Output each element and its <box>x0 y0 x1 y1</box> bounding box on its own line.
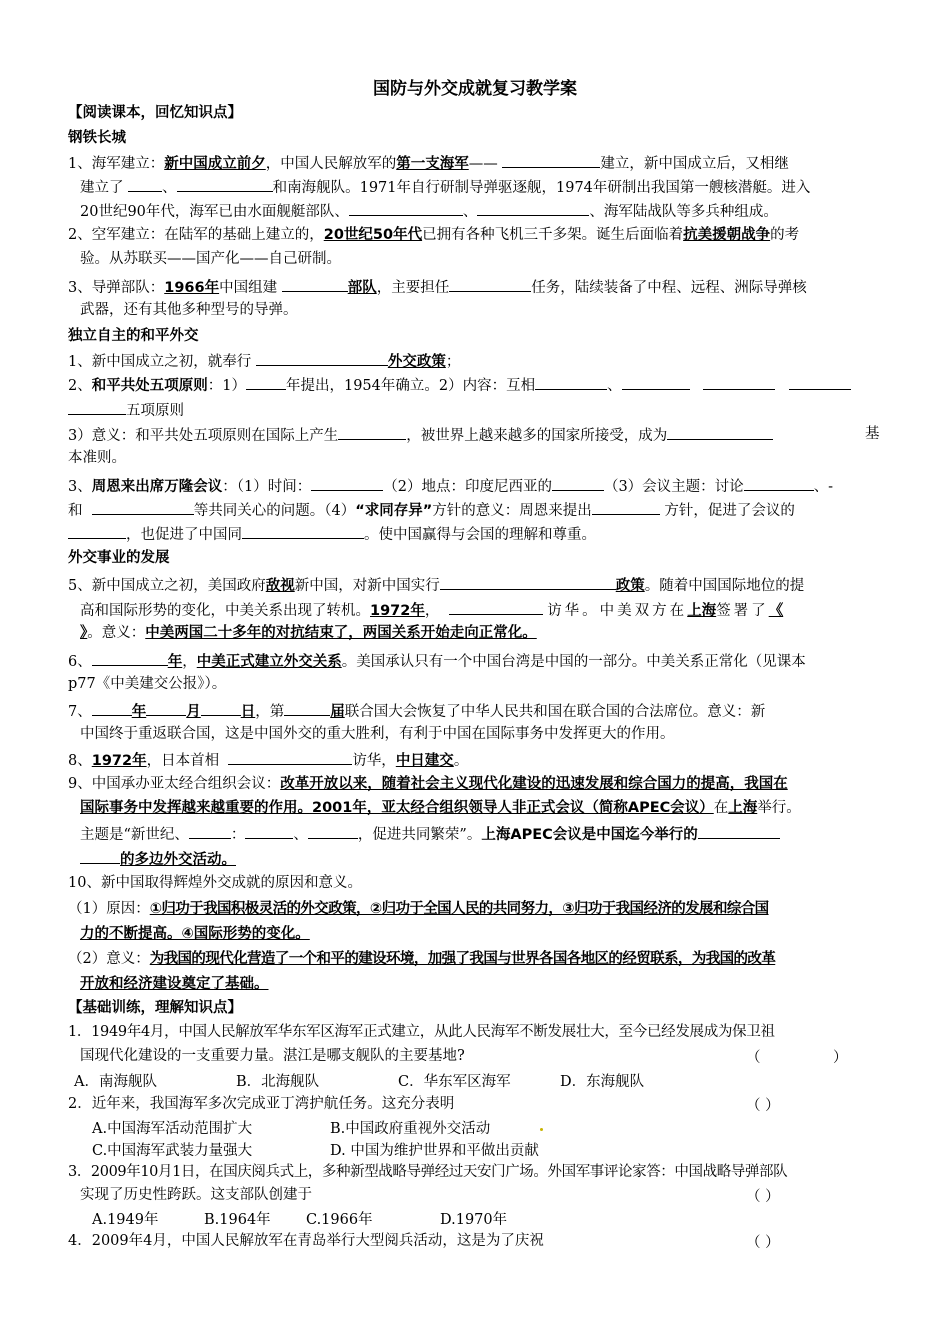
blank[interactable] <box>68 399 126 415</box>
text: 等共同关心的问题。（4） <box>193 503 356 519</box>
text: ，促进共同繁荣”。 <box>357 827 482 843</box>
text: ，也促进了中国同 <box>126 527 242 543</box>
text: ①归功于我国积极灵活的外交政策，②归功于全国人民的共同努力，③归功于我国经济的发展和综合国 <box>149 901 769 917</box>
text: 5、新中国成立之初，美国政府 <box>68 578 266 594</box>
blank[interactable] <box>92 650 168 666</box>
blank[interactable] <box>92 700 132 716</box>
text: 3）意义：和平共处五项原则在国际上产生 <box>68 428 339 444</box>
text: ； <box>445 354 461 370</box>
text: 2、空军建立：在陆军的基础上建立的， <box>68 227 324 243</box>
q1-answer-paren[interactable]: （ ） <box>746 1050 848 1066</box>
text: ：1） <box>207 378 246 394</box>
text: 。意义： <box>87 625 146 641</box>
text: 上海APEC会议是中国迄今举行的 <box>481 827 698 843</box>
text: 中美两国二十多年的对抗结束了，两国关系开始走向正常化。 <box>145 625 537 641</box>
text: 访华。中美双方在 <box>547 603 688 619</box>
q7-line-2: 中国终于重返联合国，这是中国外交的重大胜利，有利于中国在国际事务中发挥更大的作用。 <box>80 726 675 742</box>
text: 、- <box>813 479 834 495</box>
text: （1）原因： <box>68 901 150 917</box>
text: 、海军陆战队等多兵种组成。 <box>589 204 778 220</box>
q9-line-4 <box>80 848 900 871</box>
text: 为我国的现代化营造了一个和平的建设环境，加强了我国与世界各国各地区的经贸联系，为我国的改革 <box>149 951 776 967</box>
blank[interactable] <box>311 475 383 491</box>
page-title: 国防与外交成就复习教学案 <box>373 79 577 99</box>
blank[interactable] <box>92 499 194 515</box>
text: 、 <box>293 827 308 843</box>
text: ，日本首相 <box>146 753 220 769</box>
blank[interactable] <box>338 424 406 440</box>
text: （2）意义： <box>68 951 150 967</box>
text: 抗美援朝战争 <box>683 227 771 243</box>
airforce-line-1 <box>68 225 888 246</box>
navy-line-2 <box>80 176 900 199</box>
blank[interactable] <box>440 574 616 590</box>
text: 和南海舰队。1971年自行研制导弹驱逐舰，1974年研制出我国第一艘核潜艇。进入 <box>272 180 811 196</box>
bandung-line-2 <box>68 499 888 522</box>
reason-line-2 <box>80 924 900 945</box>
text: 上海 <box>728 800 758 816</box>
text: 建立了 <box>80 180 124 196</box>
text: 政策 <box>615 578 645 594</box>
blank[interactable] <box>308 823 358 839</box>
text: 部队 <box>347 280 377 296</box>
blank[interactable] <box>242 523 364 539</box>
text: ，被世界上越来越多的国家所接受，成为 <box>406 428 668 444</box>
blank[interactable] <box>177 176 273 192</box>
q8-line <box>68 749 888 772</box>
text: 上海 <box>687 603 717 619</box>
text: 中美正式建立外交关系 <box>196 654 342 670</box>
text: ， <box>182 654 197 670</box>
blank[interactable] <box>201 700 241 716</box>
text: ，主要担任 <box>376 280 450 296</box>
q9-line-1 <box>68 774 888 795</box>
blank[interactable] <box>189 823 231 839</box>
q10-line: 10、新中国取得辉煌外交成就的原因和意义。 <box>68 875 362 891</box>
text: 1、新中国成立之初，就奉行 <box>68 354 252 370</box>
blank[interactable] <box>703 374 775 390</box>
text: 新中国成立前夕 <box>164 156 266 172</box>
blank[interactable] <box>349 200 463 216</box>
text: 新中国，对新中国实行 <box>294 578 440 594</box>
text: 周恩来出席万隆会议 <box>91 479 223 495</box>
text: 已拥有各种飞机三千多架。诞生后面临着 <box>422 227 684 243</box>
text: 基 <box>865 426 880 442</box>
blank[interactable] <box>256 350 388 366</box>
blank[interactable] <box>552 475 604 491</box>
text: 第一支海军 <box>396 156 469 172</box>
text: 1972年 <box>370 603 425 619</box>
text: ：（1）时间： <box>222 479 312 495</box>
q6-line-1 <box>68 650 888 673</box>
meaning-line-2 <box>80 974 900 995</box>
blank[interactable] <box>282 276 348 292</box>
text: 年 <box>167 654 183 670</box>
section-read: 【阅读课本，回忆知识点】 <box>68 105 242 121</box>
meaning-line-1 <box>68 949 888 970</box>
blank[interactable] <box>502 152 600 168</box>
text: 方针的意义：周恩来提出 <box>432 503 592 519</box>
navy-line-3 <box>80 200 900 223</box>
text: 。 <box>453 753 469 769</box>
blank[interactable] <box>622 374 690 390</box>
blank[interactable] <box>128 176 162 192</box>
q9-line-3 <box>80 823 900 846</box>
text: 》 <box>80 625 88 641</box>
text: 五项原则 <box>126 403 184 419</box>
blank[interactable] <box>698 823 780 839</box>
q2-option-a[interactable]: A.中国海军活动范围扩大 <box>92 1121 253 1137</box>
text: 9、中国承办亚太经合组织会议： <box>68 776 281 792</box>
text: 签署了 <box>716 603 769 619</box>
blank[interactable] <box>68 523 126 539</box>
q2-option-b[interactable]: B.中国政府重视外交活动 <box>330 1121 491 1137</box>
q1-stem-1: 1．1949年4月，中国人民解放军华东军区海军正式建立，从此人民海军不断发展壮大，至今已经发展成为保卫祖 <box>68 1024 775 1040</box>
section-diplomacy-development: 外交事业的发展 <box>68 550 170 566</box>
text: 6、 <box>68 654 92 670</box>
text: 年提出，1954年确立。2）内容：互相 <box>285 378 536 394</box>
text: 届 <box>330 704 345 720</box>
q3-stem-1: 3．2009年10月1日，在国庆阅兵式上，多种新型战略导弹经过天安门广场。外国军事评论家答：中国战略导弹部队 <box>68 1164 788 1180</box>
q9-line-2 <box>80 798 900 819</box>
text: —— <box>468 156 498 172</box>
peace-line-3 <box>68 399 888 422</box>
blank[interactable] <box>667 424 773 440</box>
blank[interactable] <box>80 848 120 864</box>
text: 1966年 <box>164 280 220 296</box>
q5-line-2 <box>80 599 900 622</box>
text: ： <box>230 827 246 843</box>
text: 开放和经济建设奠定了基础。 <box>80 976 269 992</box>
q3-stem-2: 实现了历史性跨跃。这支部队创建于 <box>80 1187 312 1203</box>
q2-answer-paren[interactable]: （ ） <box>746 1098 780 1114</box>
blank[interactable] <box>477 200 589 216</box>
text: （3）会议主题：讨论 <box>603 479 744 495</box>
bandung-line-1 <box>68 475 888 498</box>
text: 20世纪50年代 <box>323 227 423 243</box>
text: 3、 <box>68 479 92 495</box>
missile-line-1 <box>68 276 888 299</box>
text: 和平共处五项原则 <box>91 378 208 394</box>
q6-line-2: p77《中美建交公报》）。 <box>68 676 227 692</box>
q2-option-d[interactable]: D. 中国为维护世界和平做出贡献 <box>330 1143 539 1159</box>
text: 3、导弹部队： <box>68 280 165 296</box>
q7-line-1 <box>68 700 888 723</box>
airforce-line-2: 验。从苏联买——国产化——自己研制。 <box>80 251 341 267</box>
text: 。随着中国国际地位的提 <box>644 578 805 594</box>
text: 、 <box>162 180 177 196</box>
text: 年 <box>131 704 147 720</box>
blank[interactable] <box>245 823 293 839</box>
q3-option-b[interactable]: B.1964年 <box>204 1212 271 1228</box>
text: “求同存异” <box>355 503 433 519</box>
text: 主题是“新世纪、 <box>80 827 189 843</box>
text: ， <box>424 603 440 619</box>
bandung-line-3 <box>68 523 888 546</box>
text: ，第 <box>255 704 285 720</box>
text: 方针，促进了会议的 <box>664 503 795 519</box>
text: 任务，陆续装备了中程、远程、洲际导弹核 <box>531 280 807 296</box>
text: 1、海军建立： <box>68 156 165 172</box>
text: 中日建交 <box>395 753 454 769</box>
text: 。使中国赢得与会国的理解和尊重。 <box>364 527 596 543</box>
blank[interactable] <box>744 475 814 491</box>
blank[interactable] <box>284 700 330 716</box>
text: 敌视 <box>265 578 295 594</box>
q3-option-d[interactable]: D.1970年 <box>440 1212 508 1228</box>
text: 建立，新中国成立后，又相继 <box>600 156 789 172</box>
q2-stem: 2．近年来，我国海军多次完成亚丁湾护航任务。这充分表明 <box>68 1096 455 1112</box>
peace-line-2 <box>68 374 888 397</box>
section-steel-wall: 钢铁长城 <box>68 130 126 146</box>
text: 月 <box>186 704 201 720</box>
q1-option-b[interactable]: B．北海舰队 <box>236 1074 320 1090</box>
text: 国际事务中发挥越来越重要的作用。2001年，亚太经合组织领导人非正式会议（简称APEC会议） <box>80 800 714 816</box>
text: 中国组建 <box>219 280 278 296</box>
text: 8、 <box>68 753 92 769</box>
blank[interactable] <box>449 599 543 615</box>
text: 。美国承认只有一个中国台湾是中国的一部分。中美关系正常化（见课本 <box>341 654 806 670</box>
text: 在 <box>713 800 729 816</box>
q5-line-3 <box>80 623 900 644</box>
navy-line-1 <box>68 152 888 175</box>
text: 的考 <box>770 227 800 243</box>
q1-option-c[interactable]: C．华东军区海军 <box>398 1074 511 1090</box>
peace-line-1 <box>68 350 888 373</box>
blank[interactable] <box>146 700 186 716</box>
stray-dot-mark <box>540 1128 543 1131</box>
text: 2、 <box>68 378 92 394</box>
q1-stem-2: 国现代化建设的一支重要力量。湛江是哪支舰队的主要基地? <box>80 1048 465 1064</box>
q3-option-c[interactable]: C.1966年 <box>306 1212 373 1228</box>
text: （2）地点：印度尼西亚的 <box>383 479 552 495</box>
reason-line-1 <box>68 899 888 920</box>
q1-option-a[interactable]: A．南海舰队 <box>74 1074 157 1090</box>
missile-line-2: 武器，还有其他多种型号的导弹。 <box>80 302 298 318</box>
text: 20世纪90年代，海军已由水面舰艇部队、 <box>80 204 349 220</box>
text: 和 <box>68 503 83 519</box>
blank[interactable] <box>228 749 352 765</box>
blank[interactable] <box>535 374 607 390</box>
text: ，中国人民解放军的 <box>265 156 397 172</box>
text: 改革开放以来，随着社会主义现代化建设的迅速发展和综合国力的提高，我国在 <box>280 776 788 792</box>
q4-stem: 4．2009年4月，中国人民解放军在青岛举行大型阅兵活动，这是为了庆祝 <box>68 1233 544 1249</box>
text: 外交政策 <box>387 354 446 370</box>
text: 联合国大会恢复了中华人民共和国在联合国的合法席位。意义：新 <box>344 704 766 720</box>
text: 、 <box>607 378 622 394</box>
blank[interactable] <box>789 374 851 390</box>
section-peace-diplomacy: 独立自主的和平外交 <box>68 328 199 344</box>
blank[interactable] <box>246 374 286 390</box>
text: 举行。 <box>757 800 801 816</box>
text: 7、 <box>68 704 92 720</box>
q2-option-c[interactable]: C.中国海军武装力量强大 <box>92 1143 253 1159</box>
section-basic-training: 【基础训练，理解知识点】 <box>68 1000 242 1016</box>
blank[interactable] <box>449 276 531 292</box>
q4-answer-paren[interactable]: （ ） <box>746 1235 780 1251</box>
text: 力的不断提高。④国际形势的变化。 <box>80 926 310 942</box>
text: 的多边外交活动。 <box>120 852 236 868</box>
text: 、 <box>462 204 478 220</box>
q3-answer-paren[interactable]: （ ） <box>746 1189 780 1205</box>
q1-option-d[interactable]: D．东海舰队 <box>560 1074 645 1090</box>
q3-option-a[interactable]: A.1949年 <box>92 1212 159 1228</box>
text: 高和国际形势的变化，中美关系出现了转机。 <box>80 603 370 619</box>
text: 日 <box>240 704 256 720</box>
blank[interactable] <box>592 499 660 515</box>
peace-line-5: 本准则。 <box>68 450 126 466</box>
peace-line-4 <box>68 424 888 447</box>
q5-line-1 <box>68 574 888 597</box>
text: 访华， <box>352 753 396 769</box>
text: 1972年 <box>91 753 147 769</box>
text: 《 <box>768 603 784 619</box>
